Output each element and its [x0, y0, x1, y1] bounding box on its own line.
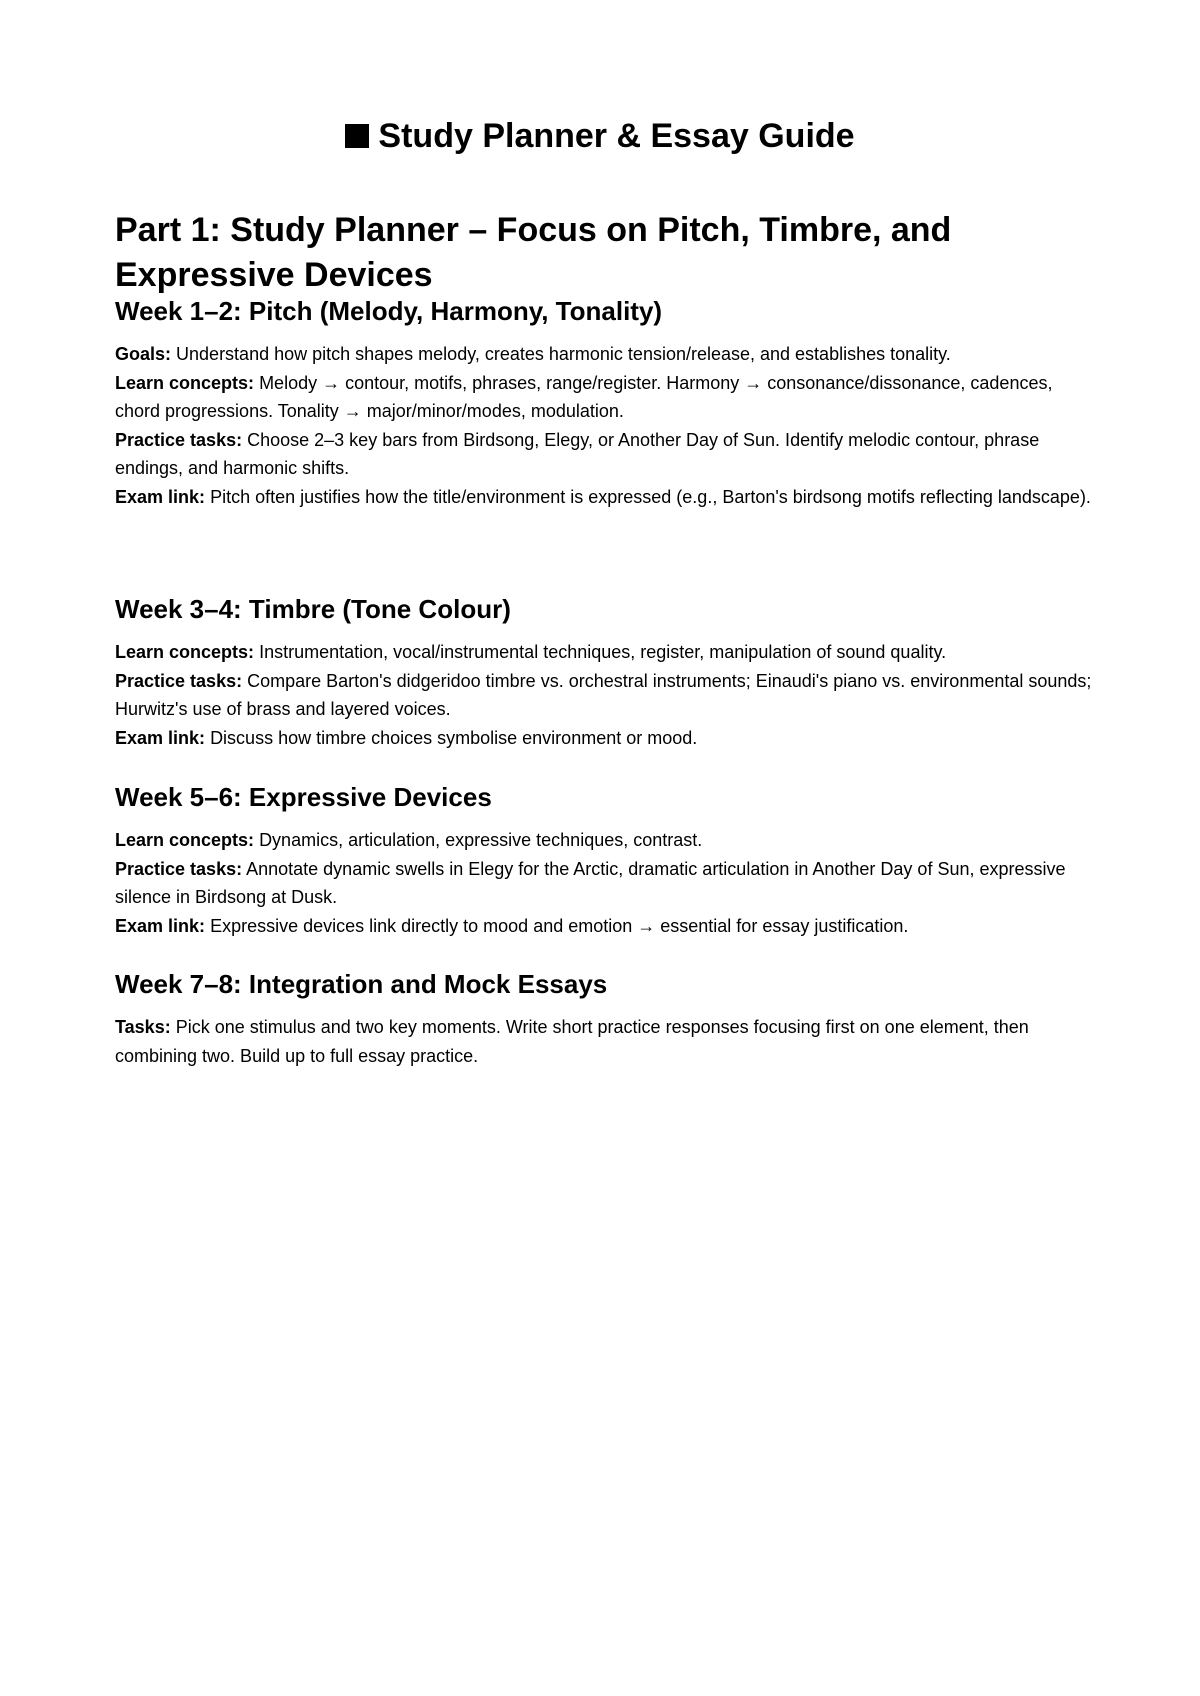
section-item-practice-tasks: [115, 667, 1100, 724]
item-label: Exam link:: [115, 486, 206, 507]
section-item-learn-concepts: [115, 638, 1100, 667]
item-label: Exam link:: [115, 727, 206, 748]
item-text: Instrumentation, vocal/instrumental techniques, register, manipulation of sound quality.: [259, 642, 947, 662]
item-text: Understand how pitch shapes melody, creates harmonic tension/release, and establishes tonality.: [176, 344, 951, 364]
section-heading: Week 5–6: Expressive Devices: [115, 782, 492, 812]
item-text: Dynamics, articulation, expressive techniques, contrast.: [259, 830, 703, 850]
document-title-text: Study Planner & Essay Guide: [378, 117, 855, 155]
item-label: Practice tasks:: [115, 670, 243, 691]
section-week-3-4: [115, 593, 1100, 752]
item-label: Tasks:: [115, 1017, 171, 1037]
document-title: [0, 116, 1200, 156]
section-item-exam-link: [115, 483, 1100, 512]
section-week-7-8: [115, 968, 1100, 1070]
item-label: Learn concepts:: [115, 372, 255, 393]
section-item-practice-tasks: [115, 855, 1100, 912]
item-label: Goals:: [115, 344, 172, 364]
section-item-goals: [115, 340, 1100, 369]
item-text: Expressive devices link directly to mood and emotion → essential for essay justification.: [210, 915, 909, 936]
item-text: Compare Barton's didgeridoo timbre vs. orchestral instruments; Einaudi's piano vs. environmental sounds; Hurwitz's use of brass and layered voices.: [115, 670, 1092, 719]
item-label: Practice tasks:: [115, 429, 243, 450]
section-item-practice-tasks: [115, 426, 1100, 483]
item-label: Practice tasks:: [115, 858, 243, 879]
section-item-tasks: [115, 1013, 1100, 1070]
item-label: Exam link:: [115, 915, 206, 936]
section-item-learn-concepts: [115, 826, 1100, 855]
item-label: Learn concepts:: [115, 642, 255, 662]
item-text: Melody → contour, motifs, phrases, range/register. Harmony → consonance/dissonance, cadences, chord progressions. Tonality → major/minor/modes, modulation.: [115, 372, 1053, 421]
item-text: Annotate dynamic swells in Elegy for the Arctic, dramatic articulation in Another Day of Sun, expressive silence in Birdsong at Dusk.: [115, 858, 1066, 907]
item-text: Discuss how timbre choices symbolise environment or mood.: [210, 727, 698, 748]
item-label: Learn concepts:: [115, 830, 255, 850]
section-item-learn-concepts: [115, 369, 1100, 426]
section-heading: Week 3–4: Timbre (Tone Colour): [115, 594, 511, 624]
item-text: Choose 2–3 key bars from Birdsong, Elegy, or Another Day of Sun. Identify melodic contour, phrase endings, and harmonic shifts.: [115, 429, 1040, 478]
section-week-1-2: [115, 295, 1100, 511]
section-heading: Week 7–8: Integration and Mock Essays: [115, 969, 608, 999]
square-bullet-icon: [345, 124, 369, 148]
item-text: Pick one stimulus and two key moments. Write short practice responses focusing first on one element, then combining two. Build up to full essay practice.: [115, 1017, 1029, 1066]
item-text: Pitch often justifies how the title/environment is expressed (e.g., Barton's birdsong motifs reflecting landscape).: [210, 486, 1091, 507]
section-week-5-6: [115, 781, 1100, 940]
section-item-exam-link: [115, 912, 1100, 941]
section-heading: Week 1–2: Pitch (Melody, Harmony, Tonality): [115, 296, 663, 326]
section-item-exam-link: [115, 724, 1100, 753]
part-title: Part 1: Study Planner – Focus on Pitch, Timbre, and Expressive Devices: [115, 211, 952, 294]
